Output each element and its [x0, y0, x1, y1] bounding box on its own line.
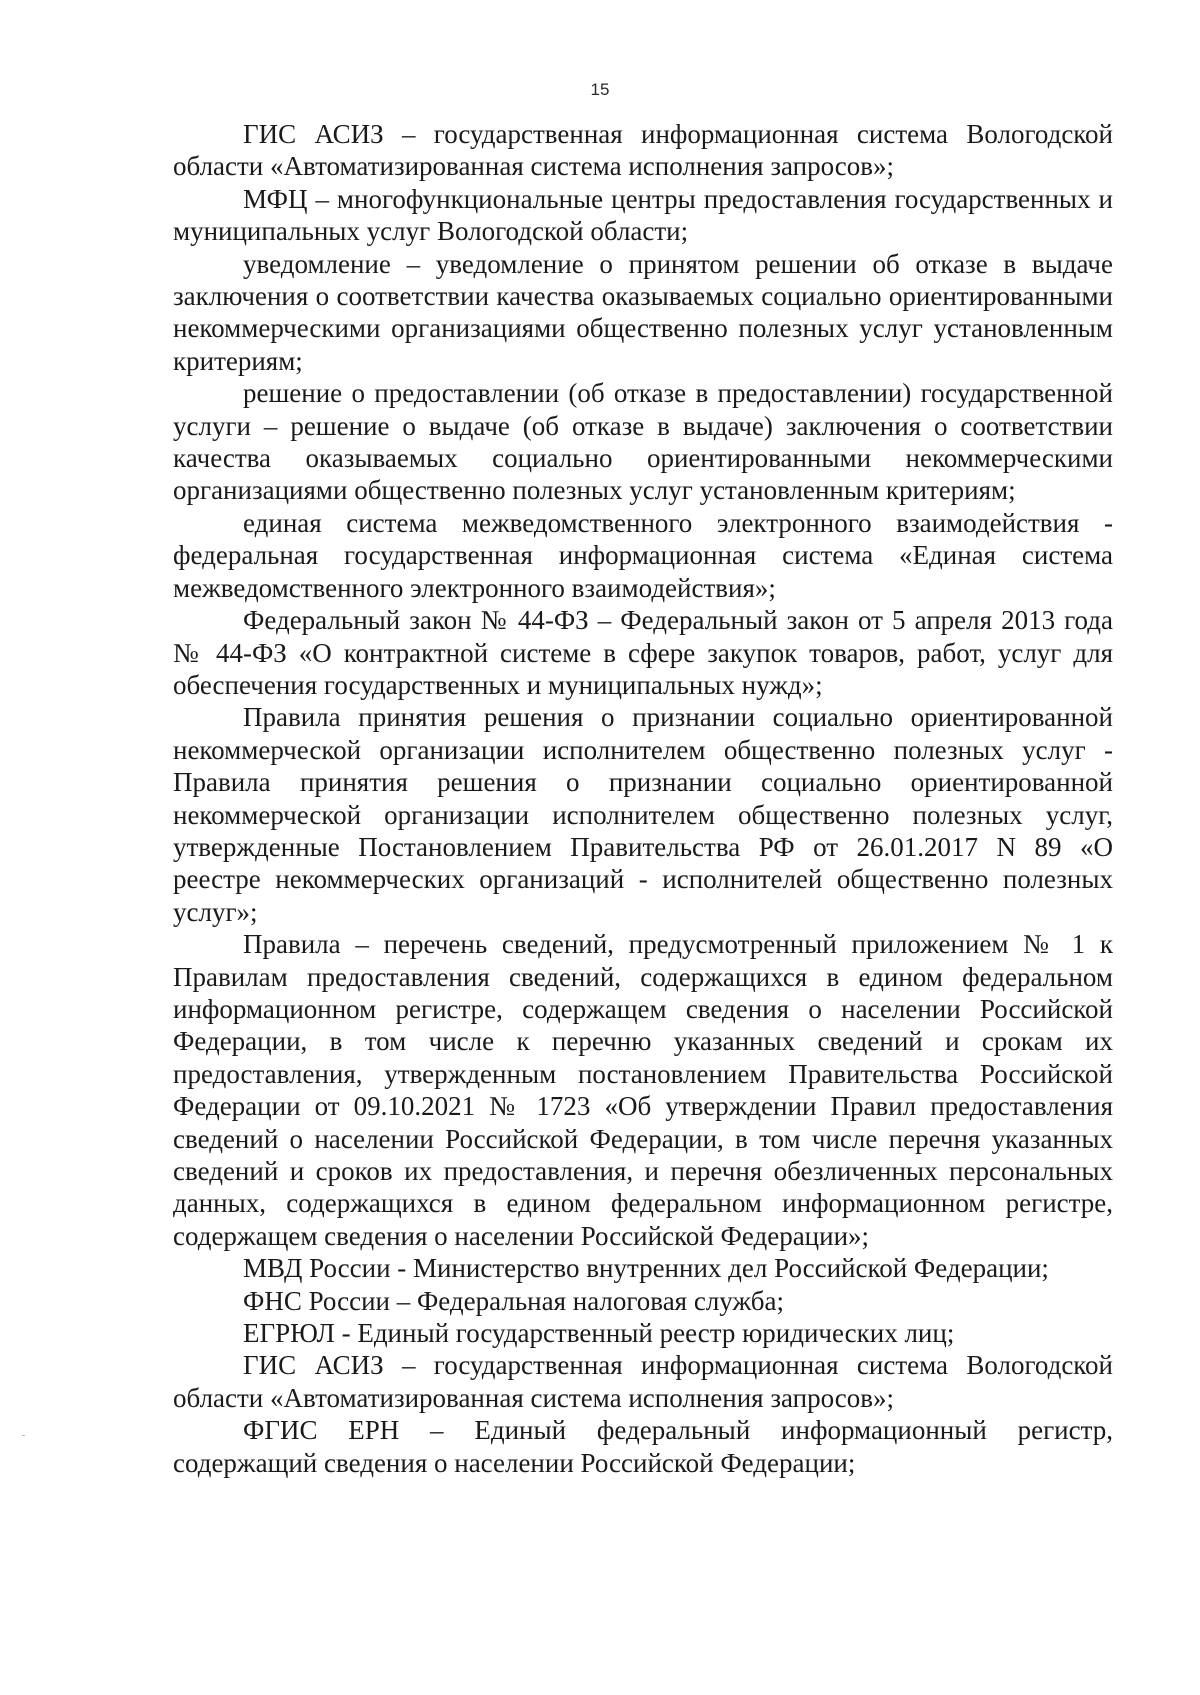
document-body [173, 118, 1113, 1479]
definition-egrul: ЕГРЮЛ - Единый государственный реестр юридических лиц; [243, 1318, 955, 1349]
definition-fns: ФНС России – Федеральная налоговая служба; [243, 1285, 784, 1316]
scan-speck [22, 1435, 25, 1436]
definition-recognition-rules: Правила принятия решения о признании социально ориентированной некоммерческой организации исполнителем общественно полезных услуг - Правила принятия решения о признании социально ориентированной некоммерческой организации исполнителем общественно полезных услуг, утвержденные Постановлением Правительства РФ от 26.01.2017 N 89 «О реестре некоммерческих организаций - исполнителей общественно полезных услуг»; [173, 702, 1113, 927]
page-number: 15 [590, 80, 610, 99]
definition-mfc: МФЦ – многофункциональные центры предоставления государственных и муниципальных услуг Вологодской области; [173, 183, 1113, 247]
definition-rules: Правила – перечень сведений, предусмотренный приложением № 1 к Правилам предоставления сведений, содержащихся в едином федеральном информационном регистре, содержащем сведения о населении Российской Федерации, в том числе к перечню указанных сведений и срокам их предоставления, утвержденным постановлением Правительства Российской Федерации от 09.10.2021 № 1723 «Об утверждении Правил предоставления сведений о населении Российской Федерации, в том числе перечня указанных сведений и сроков их предоставления, и перечня обезличенных персональных данных, содержащихся в едином федеральном информационном регистре, содержащем сведения о населении Российской Федерации»; [173, 929, 1113, 1251]
definition-mvd: МВД России - Министерство внутренних дел Российской Федерации; [243, 1253, 1049, 1284]
definition-fgis-ern: ФГИС ЕРН – Единый федеральный информационный регистр, содержащий сведения о населении Российской Федерации; [173, 1415, 1113, 1478]
definition-notification: уведомление – уведомление о принятом решении об отказе в выдаче заключения о соответствии качества оказываемых социально ориентированными некоммерческими организациями общественно полезных услуг установленным критериям; [173, 248, 1113, 376]
definition-federal-law-44: Федеральный закон № 44-ФЗ – Федеральный закон от 5 апреля 2013 года № 44-ФЗ «О контрактной системе в сфере закупок товаров, работ, услуг для обеспечения государственных и муниципальных нужд»; [173, 605, 1113, 700]
definition-gis-asiz-repeat: ГИС АСИЗ – государственная информационная система Вологодской области «Автоматизированная система исполнения запросов»; [173, 1350, 1113, 1413]
definition-gis-asiz: ГИС АСИЗ – государственная информационная система Вологодской области «Автоматизированная система исполнения запросов»; [173, 119, 1113, 182]
definition-smev: единая система межведомственного электронного взаимодействия - федеральная государственная информационная система «Единая система межведомственного электронного взаимодействия»; [173, 507, 1113, 603]
definition-decision: решение о предоставлении (об отказе в предоставлении) государственной услуги – решение о выдаче (об отказе в выдаче) заключения о соответствии качества оказываемых социально ориентированными некоммерческими организациями общественно полезных услуг установленным критериям; [173, 378, 1113, 506]
